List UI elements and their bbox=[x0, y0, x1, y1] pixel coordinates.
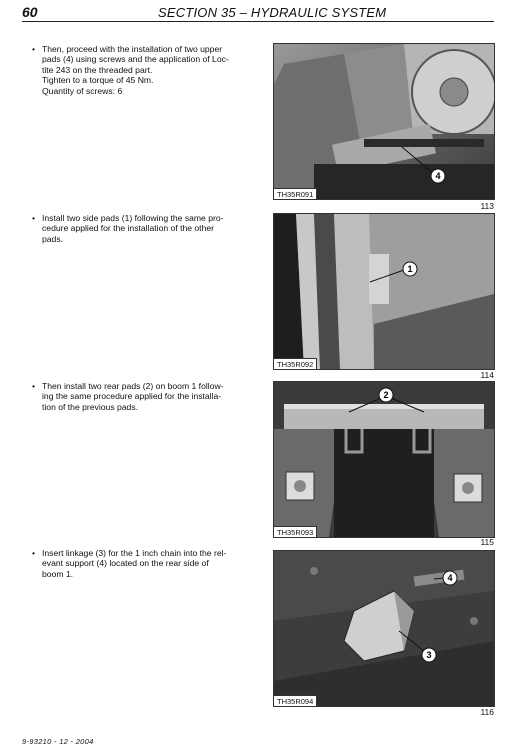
step-text bbox=[42, 548, 254, 579]
step-line: tion of the previous pads. bbox=[42, 401, 139, 412]
step-line: Quantity of screws: 6 bbox=[42, 85, 123, 96]
figure-photo bbox=[273, 381, 495, 538]
bullet-icon: • bbox=[32, 213, 36, 223]
header-rule bbox=[22, 21, 494, 22]
step-line: Insert linkage (3) for the 1 inch chain into the rel- bbox=[42, 548, 227, 558]
bullet-icon: • bbox=[32, 548, 36, 558]
step-text bbox=[42, 44, 254, 96]
step-line: cedure applied for the installation of the other bbox=[42, 223, 214, 234]
photo-illustration bbox=[274, 214, 494, 369]
figure-code: TH35R094 bbox=[274, 695, 317, 706]
callout-label: 3 bbox=[426, 650, 432, 660]
callout-label: 4 bbox=[447, 573, 453, 583]
step-line: evant support (4) located on the rear side of bbox=[42, 558, 209, 569]
figure-code: TH35R092 bbox=[274, 358, 317, 369]
figure-photo bbox=[273, 43, 495, 200]
figure-code: TH35R091 bbox=[274, 188, 317, 199]
figure-number: 113 bbox=[480, 201, 494, 211]
step-text bbox=[42, 381, 254, 412]
figure-number: 115 bbox=[480, 537, 494, 547]
photo-illustration bbox=[274, 382, 494, 537]
step-line: pads (4) using screws and the application of Loc- bbox=[42, 54, 229, 65]
bullet-icon: • bbox=[32, 381, 36, 391]
step-line: boom 1. bbox=[42, 568, 74, 579]
callout-label: 4 bbox=[435, 171, 441, 181]
callout-label: 2 bbox=[383, 390, 389, 400]
callout-label: 1 bbox=[407, 264, 413, 274]
step-text bbox=[42, 213, 254, 244]
bullet-icon: • bbox=[32, 44, 36, 54]
step-line: tite 243 on the threaded part. bbox=[42, 64, 153, 75]
figure-number: 114 bbox=[480, 370, 494, 380]
step-line: ing the same procedure applied for the installa- bbox=[42, 391, 222, 402]
step-line: Then install two rear pads (2) on boom 1 follow- bbox=[42, 381, 224, 391]
step-line: Then, proceed with the installation of two upper bbox=[42, 44, 223, 54]
step-line: Tighten to a torque of 45 Nm. bbox=[42, 75, 154, 86]
footer-doc-ref: 9-93210 - 12 - 2004 bbox=[22, 737, 94, 746]
step-line: Install two side pads (1) following the same pro- bbox=[42, 213, 224, 223]
page-number: 60 bbox=[22, 4, 38, 20]
figure-code: TH35R093 bbox=[274, 526, 317, 537]
photo-illustration bbox=[274, 44, 494, 199]
figure-number: 116 bbox=[480, 707, 494, 717]
figure-photo bbox=[273, 213, 495, 370]
section-title: SECTION 35 – HYDRAULIC SYSTEM bbox=[158, 5, 387, 20]
step-line: pads. bbox=[42, 233, 64, 244]
photo-illustration bbox=[274, 551, 494, 706]
figure-photo bbox=[273, 550, 495, 707]
